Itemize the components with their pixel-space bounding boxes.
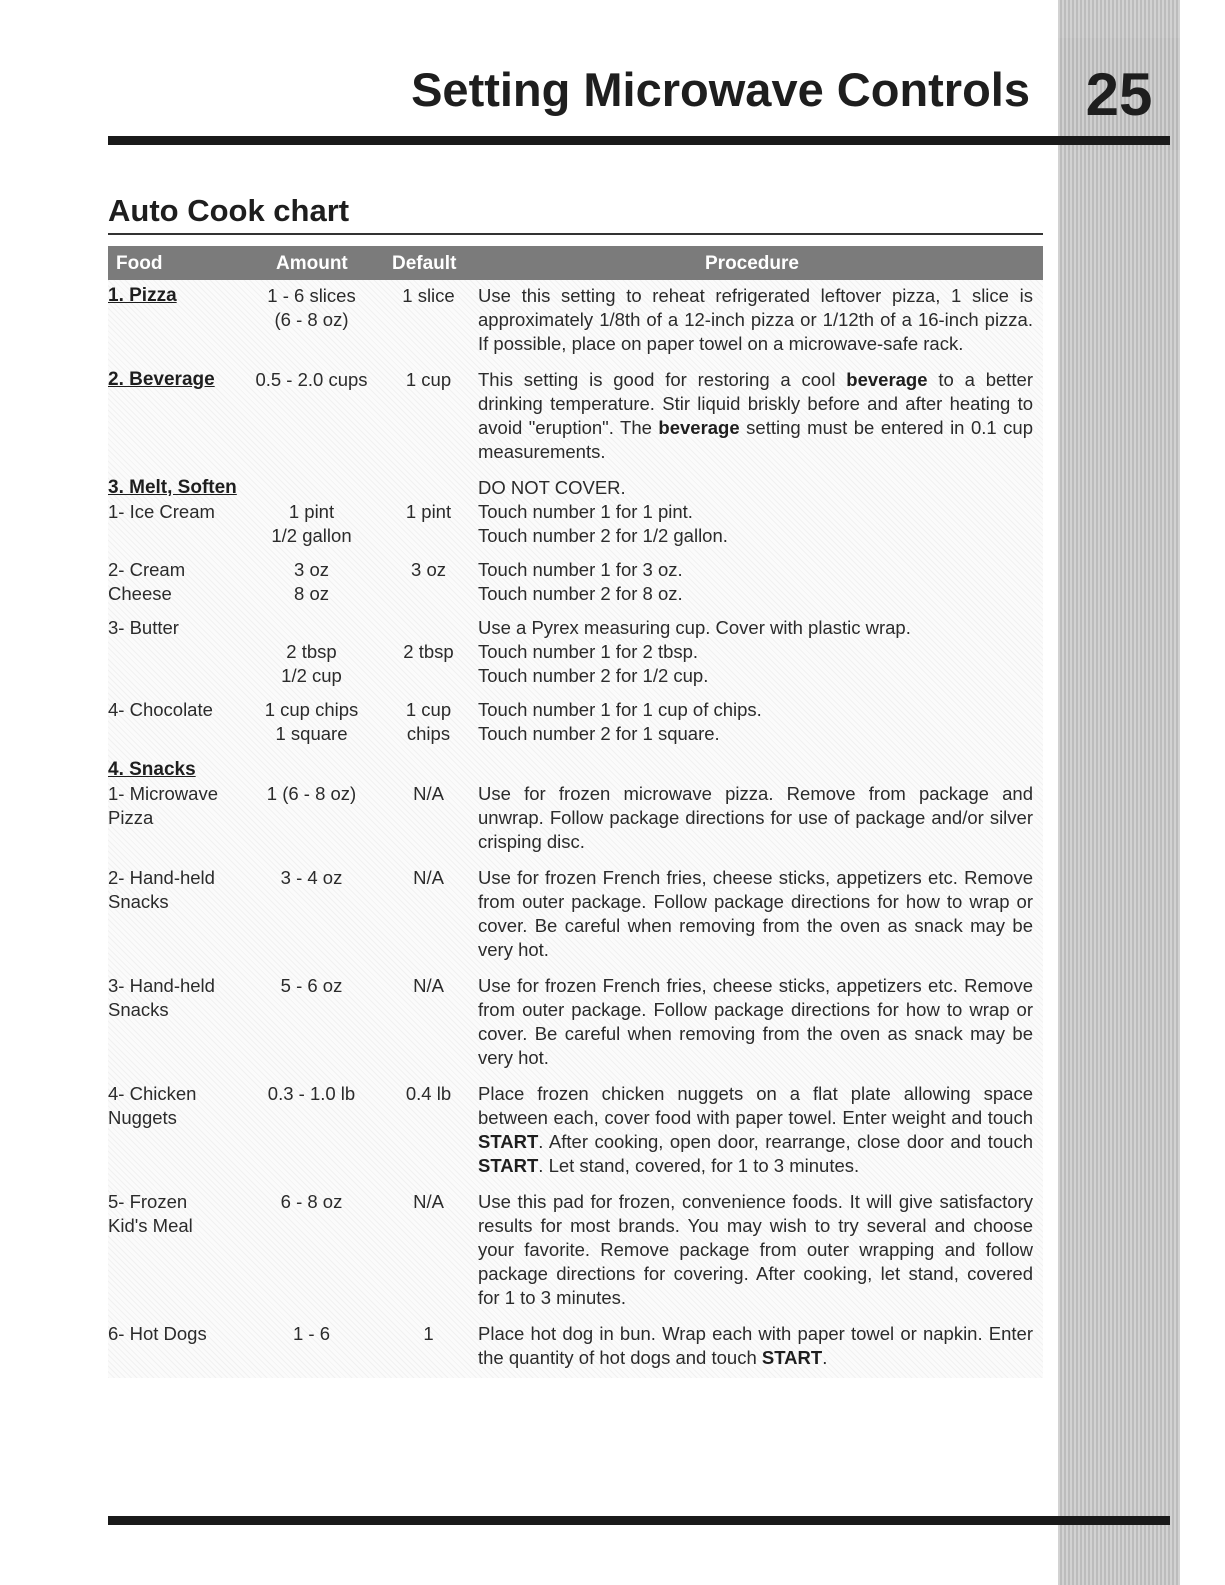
table-header	[108, 246, 1043, 280]
food-item: 1- Microwave Pizza	[108, 783, 218, 828]
auto-cook-chart	[108, 246, 1043, 1378]
category-label: 1. Pizza	[108, 285, 177, 306]
default-cell: 1 pint	[405, 501, 452, 522]
table-row	[108, 284, 1043, 356]
food-item: 2- Cream Cheese	[108, 559, 186, 604]
amount-cell: 1 cup chips 1 square	[264, 699, 359, 744]
amount-cell	[244, 758, 379, 782]
food-item: 2- Hand-held Snacks	[108, 867, 215, 912]
amount-cell: 0.5 - 2.0 cups	[255, 369, 368, 390]
amount-cell: 5 - 6 oz	[280, 975, 343, 996]
procedure-cell: Touch number 1 for 3 oz. Touch number 2 for 8 oz.	[478, 559, 683, 604]
procedure-cell	[478, 758, 1033, 782]
category-label: 4. Snacks	[108, 759, 196, 780]
table-row	[108, 558, 1043, 606]
procedure-cell: Use for frozen microwave pizza. Remove from package and unwrap. Follow package directions for use of package and/or silver crisping disc.	[478, 783, 1033, 852]
default-cell: 1 slice	[402, 285, 455, 306]
column-header-default: Default	[392, 253, 457, 274]
table-row	[108, 1322, 1043, 1378]
column-header-food: Food	[116, 253, 163, 274]
default-cell: 3 oz	[411, 559, 446, 580]
procedure-cell: DO NOT COVER.	[478, 477, 626, 498]
default-cell: 1	[423, 1323, 434, 1344]
emphasis-text: START	[478, 1131, 539, 1152]
food-item: 1- Ice Cream	[108, 501, 215, 522]
column-header-amount: Amount	[276, 253, 348, 274]
default-cell: N/A	[413, 867, 444, 888]
procedure-cell: Touch number 1 for 1 pint. Touch number 2 for 1/2 gallon.	[478, 501, 728, 546]
amount-cell: 1 pint 1/2 gallon	[271, 501, 352, 546]
section-rule	[108, 233, 1043, 235]
amount-cell: 1 (6 - 8 oz)	[266, 783, 357, 804]
amount-cell: 3 - 4 oz	[280, 867, 343, 888]
emphasis-text: beverage	[846, 369, 928, 390]
page-title: Setting Microwave Controls	[411, 63, 1030, 116]
amount-cell: 6 - 8 oz	[280, 1191, 343, 1212]
table-body	[108, 284, 1043, 1378]
procedure-cell: Place hot dog in bun. Wrap each with paper towel or napkin. Enter the quantity of hot dogs and touch START.	[478, 1323, 1033, 1368]
default-cell: 1 cup	[405, 369, 452, 390]
procedure-cell: Touch number 1 for 1 cup of chips. Touch number 2 for 1 square.	[478, 699, 762, 744]
table-row	[108, 698, 1043, 746]
procedure-cell: Place frozen chicken nuggets on a flat plate allowing space between each, cover food with paper towel. Enter weight and touch START. After cooking, open door, rearrange, close door and touch START. Let stand, covered, for 1 to 3 minutes.	[478, 1083, 1033, 1176]
default-cell	[379, 758, 478, 782]
table-row	[108, 758, 1043, 782]
table-row	[108, 368, 1043, 464]
food-item: 5- Frozen Kid's Meal	[108, 1191, 193, 1236]
procedure-cell: Use this pad for frozen, convenience foods. It will give satisfactory results for most brands. You may wish to try several and choose your favorite. Remove package from outer wrapping and follow package directions for covering. After cooking, let stand, covered for 1 to 3 minutes.	[478, 1191, 1033, 1308]
procedure-cell: Use a Pyrex measuring cup. Cover with plastic wrap. Touch number 1 for 2 tbsp. Touch number 2 for 1/2 cup.	[478, 617, 911, 686]
table-row	[108, 974, 1043, 1070]
table-row	[108, 782, 1043, 854]
table-row	[108, 866, 1043, 962]
page-number: 25	[1058, 38, 1180, 150]
top-rule	[108, 136, 1170, 145]
emphasis-text: START	[478, 1155, 539, 1176]
emphasis-text: START	[761, 1347, 823, 1368]
amount-cell: 1 - 6	[292, 1323, 331, 1344]
table-row	[108, 476, 1043, 500]
procedure-cell: This setting is good for restoring a cool beverage to a better drinking temperature. Stir liquid briskly before and after heating to avoid "eruption". The beverage setting must be entered in 0.1 cup measurements.	[478, 369, 1034, 462]
category-label: 3. Melt, Soften	[108, 477, 237, 498]
table-row	[108, 500, 1043, 548]
table-row	[108, 1190, 1043, 1310]
column-header-procedure: Procedure	[705, 253, 799, 274]
default-cell: 1 cup chips	[405, 699, 452, 744]
default-cell: 2 tbsp	[403, 641, 454, 662]
category-label: 2. Beverage	[108, 369, 215, 390]
default-cell: N/A	[413, 783, 444, 804]
bottom-rule	[108, 1516, 1170, 1525]
food-item: 3- Hand-held Snacks	[108, 975, 215, 1020]
procedure-cell: Use for frozen French fries, cheese sticks, appetizers etc. Remove from outer package. Follow package directions for how to wrap or cover. Be careful when removing from the oven as snack may be very hot.	[478, 975, 1033, 1068]
default-cell: 0.4 lb	[405, 1083, 452, 1104]
default-cell: N/A	[413, 975, 444, 996]
food-item: 4- Chicken Nuggets	[108, 1083, 197, 1128]
section-title: Auto Cook chart	[108, 193, 350, 228]
table-row	[108, 616, 1043, 688]
amount-cell	[244, 476, 379, 500]
amount-cell: 0.3 - 1.0 lb	[267, 1083, 356, 1104]
default-cell: N/A	[413, 1191, 444, 1212]
food-item: 3- Butter	[108, 617, 179, 638]
amount-cell: 2 tbsp 1/2 cup	[281, 641, 342, 686]
table-row	[108, 1082, 1043, 1178]
procedure-cell: Use for frozen French fries, cheese sticks, appetizers etc. Remove from outer package. Follow package directions for how to wrap or cover. Be careful when removing from the oven as snack may be very hot.	[478, 867, 1033, 960]
food-item: 6- Hot Dogs	[108, 1323, 207, 1344]
decorative-sidebar	[1058, 0, 1180, 1585]
emphasis-text: beverage	[658, 417, 740, 438]
default-cell	[379, 476, 478, 500]
amount-cell: 3 oz 8 oz	[294, 559, 329, 604]
amount-cell: 1 - 6 slices (6 - 8 oz)	[267, 285, 356, 330]
procedure-cell: Use this setting to reheat refrigerated leftover pizza, 1 slice is approximately 1/8th of a 12-inch pizza or 1/12th of a 16-inch pizza. If possible, place on paper towel on a microwave-safe rack.	[478, 285, 1033, 354]
food-item: 4- Chocolate	[108, 699, 213, 720]
